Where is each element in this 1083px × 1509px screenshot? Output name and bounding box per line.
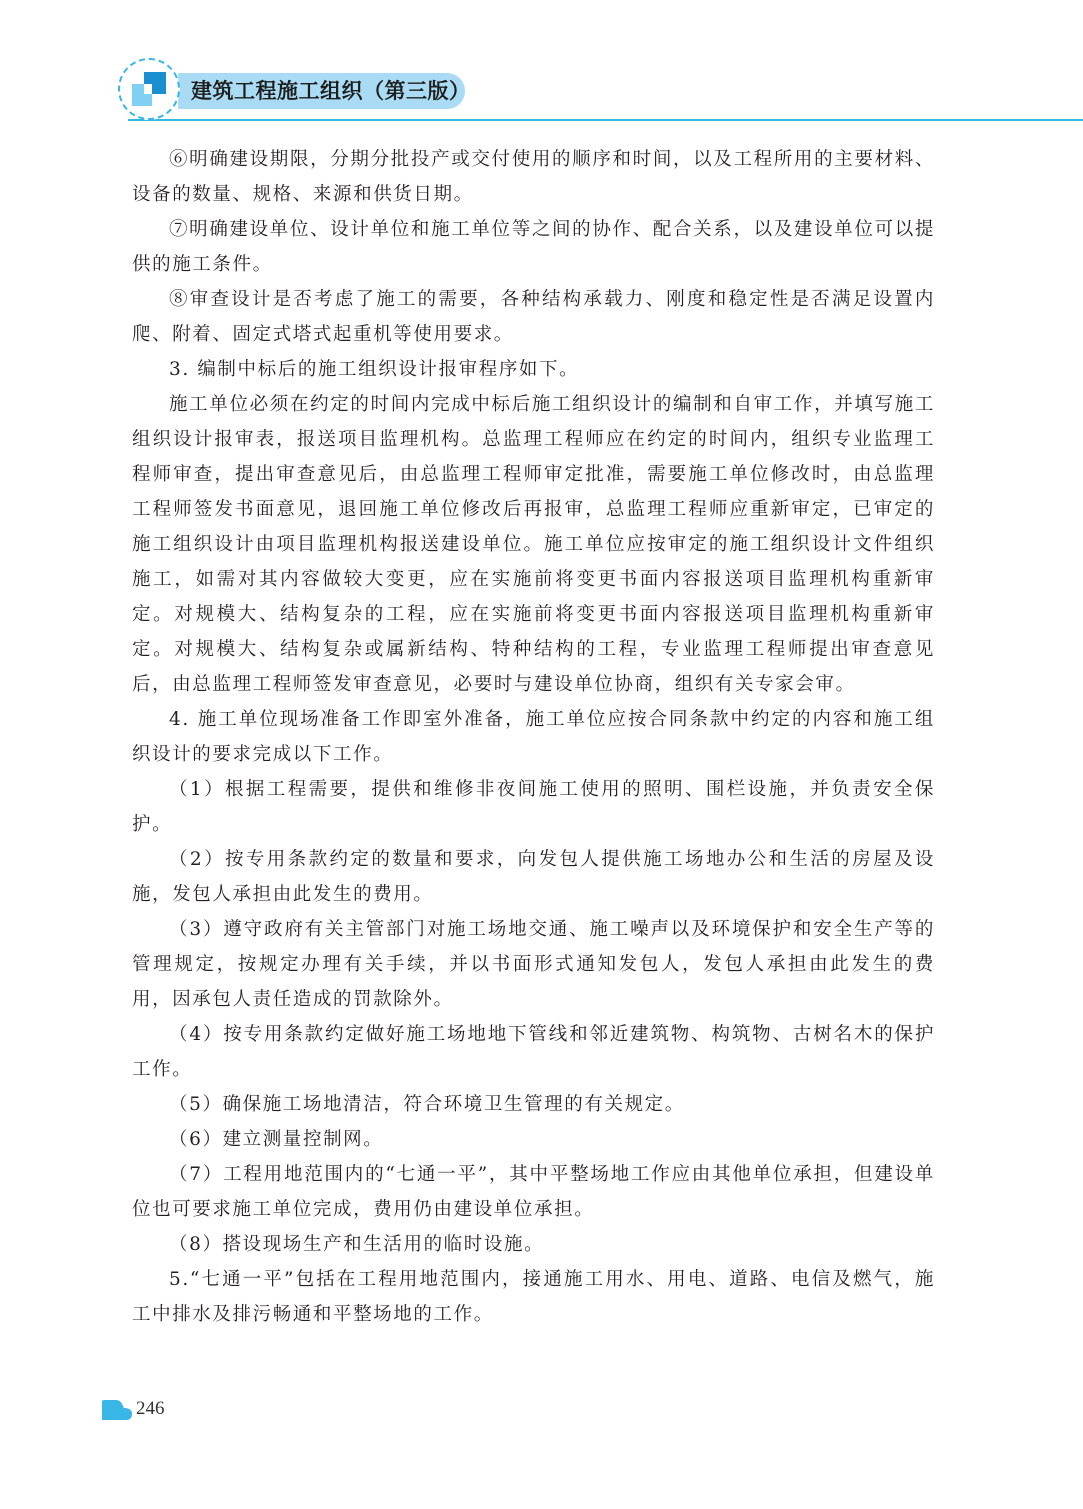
page-body [132, 142, 935, 1332]
book-title: 建筑工程施工组织（第三版） [191, 79, 471, 103]
list-item: （8）搭设现场生产和生活用的临时设施。 [169, 1234, 545, 1255]
paragraph: ⑦明确建设单位、设计单位和施工单位等之间的协作、配合关系，以及建设单位可以提供的施工条件。 [132, 219, 935, 275]
list-item: （2）按专用条款约定的数量和要求，向发包人提供施工场地办公和生活的房屋及设施，发包人承担由此发生的费用。 [132, 849, 935, 905]
running-header [0, 0, 1083, 130]
list-item: （1）根据工程需要，提供和维修非夜间施工使用的照明、围栏设施，并负责安全保护。 [132, 779, 935, 835]
stacked-squares-icon [130, 70, 170, 110]
paragraph: ⑥明确建设期限，分期分批投产或交付使用的顺序和时间，以及工程所用的主要材料、设备的数量、规格、来源和供货日期。 [132, 149, 935, 205]
section-heading: 3. 编制中标后的施工组织设计报审程序如下。 [169, 359, 580, 380]
tab-shape-icon [102, 1400, 132, 1420]
list-item: （3）遵守政府有关主管部门对施工场地交通、施工噪声以及环境保护和安全生产等的管理规定，按规定办理有关手续，并以书面形式通知发包人，发包人承担由此发生的费用，因承包人责任造成的罚款除外。 [132, 919, 935, 1010]
list-item: （7）工程用地范围内的“七通一平”，其中平整场地工作应由其他单位承担，但建设单位也可要求施工单位完成，费用仍由建设单位承担。 [132, 1164, 935, 1220]
list-item: （5）确保施工场地清洁，符合环境卫生管理的有关规定。 [169, 1094, 685, 1115]
list-item: （4）按专用条款约定做好施工场地地下管线和邻近建筑物、构筑物、古树名木的保护工作。 [132, 1024, 935, 1080]
book-logo [118, 58, 180, 120]
section-heading: 4. 施工单位现场准备工作即室外准备，施工单位应按合同条款中约定的内容和施工组织设计的要求完成以下工作。 [132, 709, 935, 765]
page-number: 246 [136, 1398, 165, 1419]
header-rule [128, 119, 1083, 121]
paragraph: 5.“七通一平”包括在工程用地范围内，接通施工用水、用电、道路、电信及燃气，施工中排水及排污畅通和平整场地的工作。 [132, 1269, 935, 1325]
paragraph: ⑧审查设计是否考虑了施工的需要，各种结构承载力、刚度和稳定性是否满足设置内爬、附着、固定式塔式起重机等使用要求。 [132, 289, 935, 345]
list-item: （6）建立测量控制网。 [169, 1129, 384, 1150]
paragraph: 施工单位必须在约定的时间内完成中标后施工组织设计的编制和自审工作，并填写施工组织设计报审表，报送项目监理机构。总监理工程师应在约定的时间内，组织专业监理工程师审查，提出审查意见后，由总监理工程师审定批准，需要施工单位修改时，由总监理工程师签发书面意见，退回施工单位修改后再报审，总监理工程师应重新审定，已审定的施工组织设计由项目监理机构报送建设单位。施工单位应按审定的施工组织设计文件组织施工，如需对其内容做较大变更，应在实施前将变更书面内容报送项目监理机构重新审定。对规模大、结构复杂的工程，应在实施前将变更书面内容报送项目监理机构重新审定。对规模大、结构复杂或属新结构、特种结构的工程，专业监理工程师提出审查意见后，由总监理工程师签发审查意见，必要时与建设单位协商，组织有关专家会审。 [132, 394, 935, 695]
